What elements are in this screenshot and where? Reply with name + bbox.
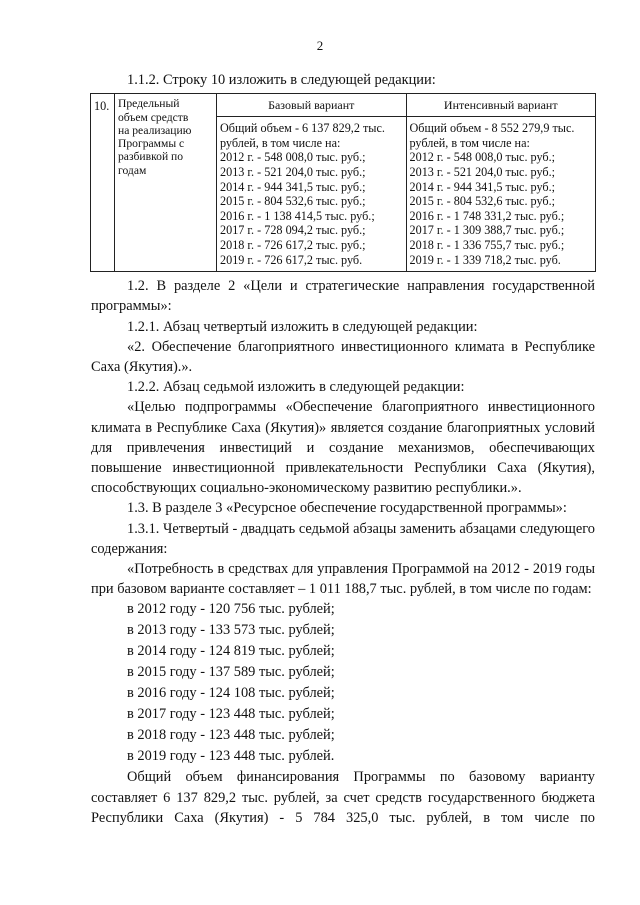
base-variant-line: 2016 г. - 1 138 414,5 тыс. руб.; (220, 208, 375, 223)
year-item: в 2019 году - 123 448 тыс. рублей. (127, 748, 335, 765)
indicator-line: Программы с (118, 137, 185, 151)
heading-1-1-2: 1.1.2. Строку 10 изложить в следующей редакции: (127, 72, 436, 88)
indicator-line: Предельный (118, 97, 180, 111)
header-base: Базовый вариант (217, 94, 407, 117)
year-item: в 2018 году - 123 448 тыс. рублей; (127, 727, 335, 744)
base-variant-line: 2018 г. - 726 617,2 тыс. руб.; (220, 237, 366, 252)
intensive-variant-line: 2013 г. - 521 204,0 тыс. руб.; (409, 164, 556, 179)
need-paragraph: «Потребность в средствах для управления Программой на 2012 - 2019 годы при базовом варианте составляет – 1 011 188,7 тыс. рублей, в том числе по годам: (91, 560, 595, 598)
base-variant-line: 2019 г. - 726 617,2 тыс. руб. (220, 252, 363, 267)
paragraph-1-2-1: 1.2.1. Абзац четвертый изложить в следующей редакции: (127, 318, 478, 335)
total-paragraph: Общий объем финансирования Программы по базовому варианту составляет 6 137 829,2 тыс. рублей, за счет средств государственного бюджета Республики Саха (Якутия) - 5 784 325,0 тыс. рублей, в том числе по (91, 769, 595, 826)
page-number: 2 (316, 38, 324, 53)
intensive-variant-cell (406, 117, 596, 272)
base-variant-line: 2013 г. - 521 204,0 тыс. руб.; (220, 164, 366, 179)
indicator-line: разбивкой по (118, 150, 184, 164)
intensive-variant-line: 2016 г. - 1 748 331,2 тыс. руб.; (409, 208, 565, 223)
row-number-cell: 10. (91, 94, 115, 272)
indicator-line: объем средств (118, 110, 189, 124)
year-item: в 2013 году - 133 573 тыс. рублей; (127, 622, 335, 639)
intensive-variant-line: Общий объем - 8 552 279,9 тыс. (409, 121, 575, 136)
year-item: в 2015 году - 137 589 тыс. рублей; (127, 664, 335, 681)
indicator-line: годам (118, 163, 147, 177)
paragraph-1-2: 1.2. В разделе 2 «Цели и стратегические направления государственной программы»: (91, 278, 595, 315)
intensive-variant-line: рублей, в том числе на: (409, 135, 530, 150)
paragraph-1-3: 1.3. В разделе 3 «Ресурсное обеспечение государственной программы»: (127, 500, 567, 517)
intensive-variant-line: 2019 г. - 1 339 718,2 тыс. руб. (409, 252, 561, 267)
program-table (90, 93, 596, 272)
year-item: в 2016 году - 124 108 тыс. рублей; (127, 685, 335, 702)
base-variant-cell (217, 117, 407, 272)
base-variant-line: 2015 г. - 804 532,6 тыс. руб.; (220, 194, 366, 209)
intensive-variant-line: 2014 г. - 944 341,5 тыс. руб.; (409, 179, 556, 194)
intensive-variant-line: 2012 г. - 548 008,0 тыс. руб.; (409, 150, 556, 165)
header-intensive: Интенсивный вариант (406, 94, 596, 117)
paragraph-1-2-2: 1.2.2. Абзац седьмой изложить в следующей редакции: (127, 379, 465, 396)
year-item: в 2012 году - 120 756 тыс. рублей; (127, 601, 335, 618)
quote-paragraph-1: «2. Обеспечение благоприятного инвестиционного климата в Республике Саха (Якутия).». (91, 338, 595, 375)
indicator-cell (115, 94, 217, 272)
table-header-row (91, 94, 596, 117)
quote-paragraph-2: «Целью подпрограммы «Обеспечение благоприятного инвестиционного климата в Республике Саха (Якутия)» является создание благоприятных условий для привлечения инвестиций и создание механизмов, обеспечивающих повышение инвестиционной привлекательности Республики Саха (Якутия), способствующих социально-экономическому развитию республики.». (91, 399, 595, 497)
base-variant-line: 2017 г. - 728 094,2 тыс. руб.; (220, 223, 366, 238)
base-variant-line: Общий объем - 6 137 829,2 тыс. (220, 121, 385, 136)
indicator-line: на реализацию (118, 123, 192, 137)
year-list (91, 599, 595, 767)
base-variant-line: 2012 г. - 548 008,0 тыс. руб.; (220, 150, 366, 165)
year-item: в 2014 году - 124 819 тыс. рублей; (127, 643, 335, 660)
intensive-variant-line: 2015 г. - 804 532,6 тыс. руб.; (409, 194, 556, 209)
base-variant-line: рублей, в том числе на: (220, 135, 341, 150)
document-body (91, 70, 595, 828)
intensive-variant-line: 2018 г. - 1 336 755,7 тыс. руб.; (409, 237, 565, 252)
year-item: в 2017 году - 123 448 тыс. рублей; (127, 706, 335, 723)
intensive-variant-line: 2017 г. - 1 309 388,7 тыс. руб.; (409, 223, 565, 238)
paragraph-1-3-1: 1.3.1. Четвертый - двадцать седьмой абзацы заменить абзацами следующего содержания: (91, 520, 595, 557)
base-variant-line: 2014 г. - 944 341,5 тыс. руб.; (220, 179, 366, 194)
